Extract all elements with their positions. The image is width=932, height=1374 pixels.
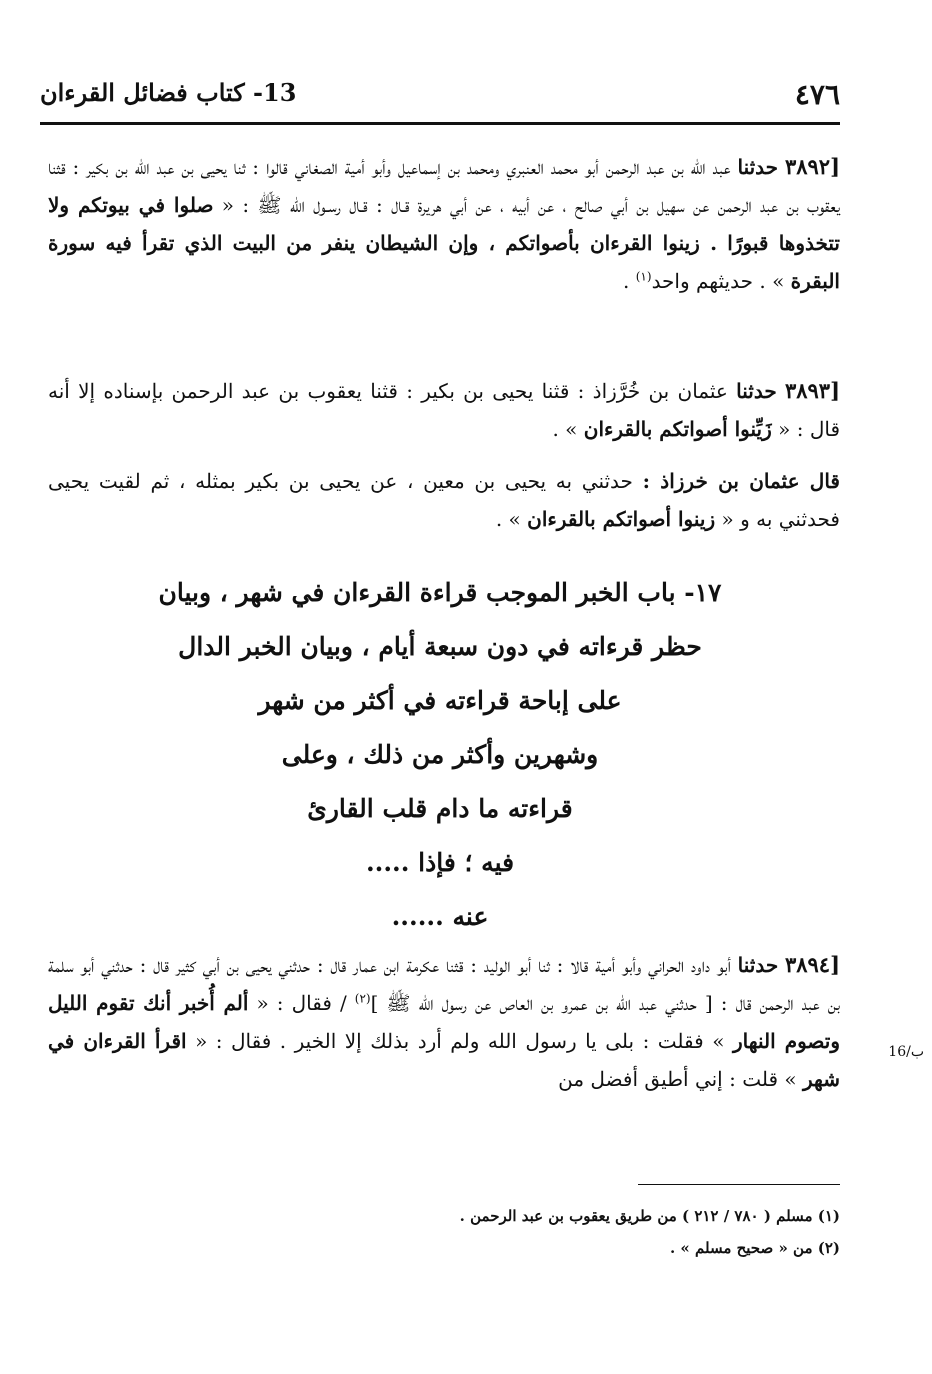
quote-close: » . <box>495 507 521 531</box>
hadith-text: عبد الله بن عبد الرحمن أبو محمد العنبري ومحمد بن إسماعيل وأبو أمية الصغاني قالوا : ثنا يحيى بن عبد الله بن بكير : قثنا يعقوب بن عبد الرحمن عن سهيل بن أبي صالح ، عن أبيه ، عن أبي هريرة قـال : قـال رسـول الله ﷺ : <box>48 155 841 217</box>
chapter-line: عنه ...... <box>391 902 489 931</box>
hadith-quote: ألم أُخبر أنك تقوم الليل وتصوم النهار <box>48 991 840 1053</box>
footnote-1: (١) مسلم ( ٧٨٠ / ٢١٢ ) من طريق يعقوب بن عبد الرحمن . <box>459 1207 840 1225</box>
note-uthman <box>48 462 840 538</box>
quote-close: » <box>772 269 785 293</box>
hadith-intro: حدثنا <box>736 379 777 403</box>
hadith-number: [٣٨٩٢ <box>784 154 841 179</box>
chapter-line: وشهرين وأكثر من ذلك ، وعلى <box>281 740 599 769</box>
hadith-text: عثمان بن خُرَّزاذ : قثنا يحيى بن بكير : قثنا يعقوب بن عبد الرحمن بإسناده إلا أنه قال : <box>48 379 840 441</box>
hadith-intro: حدثنا <box>737 155 779 179</box>
note-quote: زينوا أصواتكم بالقرءان <box>527 507 716 531</box>
footnote-ref-2: (٢) <box>354 991 371 1006</box>
hadith-3893 <box>48 372 840 448</box>
quote-close: » <box>784 1067 797 1091</box>
chapter-line: حظر قرءاته في دون سبعة أيام ، وبيان الخبر الدال <box>178 632 702 661</box>
page-number: ٤٧٦ <box>794 78 840 111</box>
note-lead: قال عثمان بن خرزاذ : <box>642 469 840 493</box>
footnote-rule <box>638 1184 840 1185</box>
book-title: 13- كتاب فضائل القرءان <box>40 78 297 107</box>
hadith-number: [٣٨٩٣ <box>784 378 841 403</box>
footnotes <box>48 1200 840 1264</box>
hadith-text: فقلت : بلى يا رسول الله ولم أرد بذلك إلا الخير . فقال : <box>215 1029 704 1053</box>
hadith-quote: صلوا في بيوتكم ولا تتخذوها قبورًا . زينوا القرءان بأصواتكم ، وإن الشيطان ينفر من البيت الذي تقرأ فيه سورة البقرة <box>48 193 840 293</box>
hadith-intro: حدثنا <box>737 953 779 977</box>
chapter-line: ١٧- باب الخبر الموجب قراءة القرءان في شهر ، وبيان <box>158 578 722 607</box>
hadith-text: / فقال : <box>276 991 347 1015</box>
quote-close: » <box>712 1029 725 1053</box>
note-text: حدثني به يحيى بن معين ، عن يحيى بن بكير بمثله ، ثم لقيت يحيى فحدثني به و <box>48 469 840 531</box>
hadith-text-end: . حديثهم واحد <box>651 269 766 293</box>
chapter-line: فيه ؛ فإذا ..... <box>365 848 515 877</box>
folio-marker: 16/ب <box>888 1044 924 1060</box>
quote-open: « <box>195 1029 208 1053</box>
quote-open: « <box>256 991 269 1015</box>
hadith-3894 <box>48 946 840 1098</box>
quote-open: « <box>778 417 791 441</box>
hadith-quote: زَيِّنوا أصواتكم بالقرءان <box>583 417 772 441</box>
hadith-text: قلت : إني أطيق أفضل من <box>558 1067 779 1091</box>
quote-open: « <box>721 507 734 531</box>
period: . <box>623 269 630 293</box>
chapter-heading <box>40 566 840 944</box>
quote-close: » . <box>552 417 578 441</box>
hadith-number: [٣٨٩٤ <box>784 952 841 977</box>
chapter-line: قراءته ما دام قلب القارئ <box>307 794 573 823</box>
hadith-quote: اقرأ القرءان في شهر <box>48 1029 840 1091</box>
hadith-text: أبو داود الحراني وأبو أمية قالا : ثنا أبو الوليد : قثنا عكرمة ابن عمار قال : حدثني يحيى بن أبي كثير قال : حدثني أبو سلمة بن عبد الرحمن قال : [ حدثني عبد الله بن عمرو بن العاص عن رسول الله ﷺ ] <box>48 953 841 1015</box>
footnote-2: (٢) من « صحيح مسلم » . <box>669 1239 840 1257</box>
hadith-3892 <box>48 148 840 300</box>
footnote-ref-1: (١) <box>635 269 652 284</box>
header-rule <box>40 122 840 125</box>
chapter-line: على إباحة قراءته في أكثر من شهر <box>258 686 622 715</box>
page-header <box>40 78 840 118</box>
quote-open: « <box>221 193 235 217</box>
